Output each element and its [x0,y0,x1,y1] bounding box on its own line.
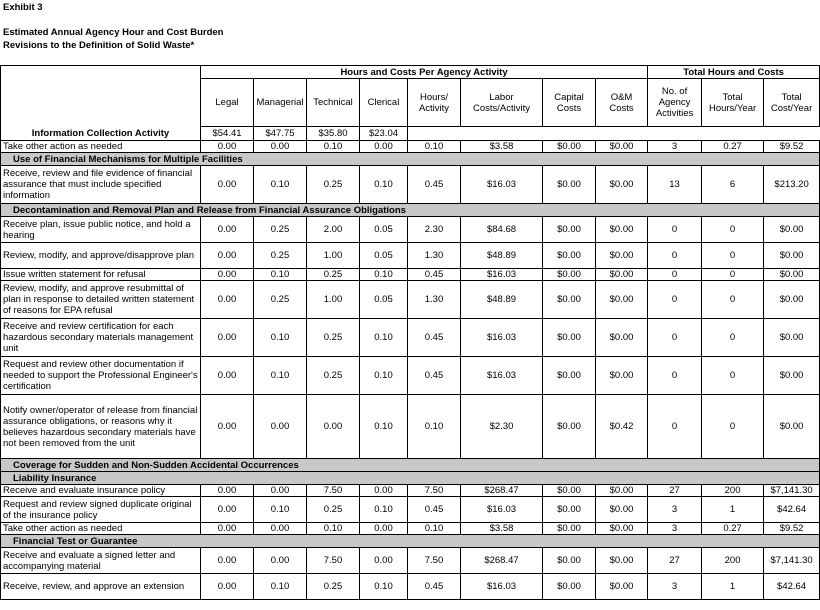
value-cell: 0.10 [408,523,461,535]
value-cell: $0.00 [596,269,648,281]
value-cell: $0.00 [596,319,648,357]
value-cell: 0.10 [360,319,408,357]
value-cell: 0.05 [360,281,408,319]
table-row [1,395,820,459]
value-cell: 0.10 [307,523,360,535]
value-cell: 0.27 [702,141,764,153]
value-cell: $3.58 [461,523,543,535]
value-cell: 0.25 [254,281,307,319]
value-cell: 0.00 [201,166,254,204]
column-header: Technical [307,79,360,127]
activity-name-cell: Receive, review, and approve an extension [1,574,201,600]
value-cell: 0.45 [408,319,461,357]
value-cell: 0.00 [201,485,254,497]
value-cell: $0.00 [764,357,820,395]
value-cell: 0.25 [307,269,360,281]
value-cell: 0.00 [360,141,408,153]
value-cell: 27 [648,485,702,497]
value-cell: $0.00 [543,166,596,204]
value-cell: 1.00 [307,281,360,319]
value-cell: 0.10 [360,497,408,523]
per-activity-group-header: Hours and Costs Per Agency Activity [201,66,648,79]
value-cell: 0 [702,243,764,269]
value-cell: $0.00 [764,243,820,269]
section-header-row [1,459,820,472]
value-cell: 0.45 [408,574,461,600]
labor-rate-cell: $54.41 [201,127,254,141]
value-cell: $0.00 [543,548,596,574]
value-cell: 0.00 [307,395,360,459]
activity-name-cell: Receive and review certification for each hazardous secondary materials management unit [1,319,201,357]
activity-name-cell: Issue written statement for refusal [1,269,201,281]
value-cell: 0.05 [360,217,408,243]
section-header-row [1,153,820,166]
value-cell: 0 [648,281,702,319]
value-cell: $0.00 [596,548,648,574]
value-cell: 0.00 [201,523,254,535]
value-cell: 1 [702,497,764,523]
table-row [1,281,820,319]
value-cell: 200 [702,485,764,497]
value-cell: $0.00 [596,141,648,153]
table-row [1,141,820,153]
value-cell: 0.00 [201,548,254,574]
burden-table [0,65,820,600]
activity-name-cell: Receive and evaluate insurance policy [1,485,201,497]
value-cell: 0 [648,319,702,357]
value-cell: 0.00 [201,141,254,153]
value-cell: 0.27 [702,523,764,535]
value-cell: 0.10 [254,166,307,204]
value-cell: 1 [702,574,764,600]
value-cell: 7.50 [408,485,461,497]
value-cell: 0.10 [360,395,408,459]
value-cell: $0.00 [764,217,820,243]
value-cell: $0.42 [596,395,648,459]
value-cell: 3 [648,523,702,535]
value-cell: 3 [648,574,702,600]
value-cell: 2.30 [408,217,461,243]
value-cell: 0.00 [201,217,254,243]
value-cell: $0.00 [543,574,596,600]
value-cell: 13 [648,166,702,204]
value-cell: $0.00 [596,523,648,535]
value-cell: 0.10 [254,319,307,357]
value-cell: $16.03 [461,574,543,600]
value-cell: 0 [702,217,764,243]
value-cell: 0.00 [201,497,254,523]
column-header: Total Cost/Year [764,79,820,127]
value-cell: $0.00 [543,357,596,395]
value-cell: $0.00 [596,497,648,523]
value-cell: 0.25 [307,319,360,357]
value-cell: 0 [648,243,702,269]
value-cell: $0.00 [596,357,648,395]
table-row [1,269,820,281]
value-cell: 0.10 [254,497,307,523]
value-cell: 0.10 [408,141,461,153]
activity-name-cell: Review, modify, and approve resubmittal of plan in response to detailed written statement of reasons for EPA refusal [1,281,201,319]
labor-rate-cell [648,127,702,141]
value-cell: $0.00 [543,281,596,319]
labor-rate-cell [764,127,820,141]
value-cell: 6 [702,166,764,204]
value-cell: 0 [648,269,702,281]
value-cell: 0.10 [254,574,307,600]
column-header: No. of Agency Activities [648,79,702,127]
value-cell: 1.30 [408,281,461,319]
table-row [1,523,820,535]
value-cell: $3.58 [461,141,543,153]
value-cell: 3 [648,141,702,153]
value-cell: $84.68 [461,217,543,243]
table-row [1,166,820,204]
value-cell: $16.03 [461,269,543,281]
value-cell: $0.00 [543,217,596,243]
labor-rate-row [1,127,820,141]
activity-name-cell: Request and review signed duplicate original of the insurance policy [1,497,201,523]
document-subtitle: Revisions to the Definition of Solid Waste* [3,40,195,51]
column-header: Total Hours/Year [702,79,764,127]
group-header-row [1,66,820,79]
value-cell: 0.25 [307,497,360,523]
value-cell: $7,141.30 [764,485,820,497]
value-cell: $0.00 [543,141,596,153]
value-cell: 0.10 [254,269,307,281]
value-cell: 0 [648,395,702,459]
value-cell: $0.00 [764,281,820,319]
value-cell: $0.00 [596,574,648,600]
table-row [1,217,820,243]
labor-rate-cell: $23.04 [360,127,408,141]
labor-rate-cell [543,127,596,141]
value-cell: 0.00 [201,395,254,459]
value-cell: $7,141.30 [764,548,820,574]
value-cell: $16.03 [461,497,543,523]
value-cell: 27 [648,548,702,574]
totals-group-header: Total Hours and Costs [648,66,820,79]
value-cell: $0.00 [596,485,648,497]
labor-rate-cell [702,127,764,141]
labor-rate-cell [461,127,543,141]
value-cell: 0.10 [360,357,408,395]
value-cell: 0.00 [360,523,408,535]
table-row [1,574,820,600]
value-cell: $0.00 [764,269,820,281]
value-cell: 0 [702,395,764,459]
value-cell: 0.00 [201,319,254,357]
value-cell: $16.03 [461,166,543,204]
value-cell: 0.00 [360,548,408,574]
value-cell: 0.00 [201,281,254,319]
value-cell: 0.10 [408,395,461,459]
value-cell: 3 [648,497,702,523]
activity-header-blank [1,66,201,127]
value-cell: 2.00 [307,217,360,243]
value-cell: 0 [702,357,764,395]
value-cell: $213.20 [764,166,820,204]
value-cell: $268.47 [461,485,543,497]
value-cell: 0.25 [307,357,360,395]
value-cell: 0.00 [201,357,254,395]
value-cell: $0.00 [543,319,596,357]
activity-name-cell: Receive plan, issue public notice, and hold a hearing [1,217,201,243]
value-cell: $0.00 [596,166,648,204]
activity-name-cell: Review, modify, and approve/disapprove plan [1,243,201,269]
value-cell: 0.25 [307,574,360,600]
value-cell: $0.00 [543,243,596,269]
value-cell: 0.00 [360,485,408,497]
value-cell: 0.45 [408,166,461,204]
value-cell: $0.00 [596,281,648,319]
table-row [1,497,820,523]
value-cell: 1.30 [408,243,461,269]
activity-name-cell: Receive and evaluate a signed letter and accompanying material [1,548,201,574]
value-cell: $42.64 [764,497,820,523]
value-cell: $0.00 [543,269,596,281]
value-cell: 0 [702,269,764,281]
activity-name-cell: Request and review other documentation if needed to support the Professional Engineer's certification [1,357,201,395]
value-cell: 0.45 [408,357,461,395]
document-title: Estimated Annual Agency Hour and Cost Burden [3,27,224,38]
value-cell: 0.05 [360,243,408,269]
value-cell: 0.10 [360,574,408,600]
table-row [1,319,820,357]
value-cell: $16.03 [461,319,543,357]
section-label: Decontamination and Removal Plan and Release from Financial Assurance Obligations [1,204,820,217]
value-cell: $0.00 [764,319,820,357]
value-cell: 0 [648,357,702,395]
section-header-row [1,472,820,485]
value-cell: 0.10 [360,269,408,281]
value-cell: 0.00 [201,574,254,600]
value-cell: $16.03 [461,357,543,395]
value-cell: 200 [702,548,764,574]
column-header: O&M Costs [596,79,648,127]
activity-name-cell: Take other action as needed [1,523,201,535]
table-row [1,243,820,269]
value-cell: 0.10 [360,166,408,204]
column-header: Legal [201,79,254,127]
value-cell: $0.00 [596,243,648,269]
section-label: Coverage for Sudden and Non-Sudden Accidental Occurrences [1,459,820,472]
table-row [1,548,820,574]
table-row [1,357,820,395]
value-cell: $0.00 [543,497,596,523]
value-cell: 7.50 [307,485,360,497]
value-cell: 0.25 [307,166,360,204]
value-cell: 0 [648,217,702,243]
value-cell: $48.89 [461,243,543,269]
value-cell: 0.00 [254,395,307,459]
value-cell: $9.52 [764,523,820,535]
value-cell: $42.64 [764,574,820,600]
activity-name-cell: Take other action as needed [1,141,201,153]
column-header: Capital Costs [543,79,596,127]
value-cell: $9.52 [764,141,820,153]
value-cell: 0.00 [254,523,307,535]
section-header-row [1,204,820,217]
value-cell: 7.50 [408,548,461,574]
value-cell: 0.25 [254,243,307,269]
column-header: Managerial [254,79,307,127]
value-cell: 0.00 [254,485,307,497]
section-label: Use of Financial Mechanisms for Multiple Facilities [1,153,820,166]
value-cell: 0.00 [254,548,307,574]
labor-rate-cell [596,127,648,141]
value-cell: 0.45 [408,497,461,523]
value-cell: 7.50 [307,548,360,574]
column-header: Labor Costs/Activity [461,79,543,127]
labor-rate-cell: $47.75 [254,127,307,141]
value-cell: $0.00 [596,217,648,243]
value-cell: 0.00 [201,269,254,281]
value-cell: 1.00 [307,243,360,269]
table-row [1,485,820,497]
section-label: Financial Test or Guarantee [1,535,820,548]
value-cell: 0 [702,319,764,357]
value-cell: 0.00 [254,141,307,153]
activity-name-cell: Notify owner/operator of release from financial assurance obligations, or reasons why it believes hazardous secondary materials have not been removed from the unit [1,395,201,459]
value-cell: $48.89 [461,281,543,319]
activity-name-cell: Receive, review and file evidence of financial assurance that must include specified information [1,166,201,204]
value-cell: 0.10 [307,141,360,153]
value-cell: $268.47 [461,548,543,574]
value-cell: $0.00 [543,523,596,535]
exhibit-label: Exhibit 3 [3,2,43,13]
value-cell: $0.00 [543,485,596,497]
column-header: Hours/ Activity [408,79,461,127]
value-cell: $2.30 [461,395,543,459]
value-cell: 0.10 [254,357,307,395]
labor-rate-cell [408,127,461,141]
rate-row-label: Information Collection Activity [1,127,201,141]
value-cell: 0.25 [254,217,307,243]
value-cell: 0 [702,281,764,319]
value-cell: $0.00 [764,395,820,459]
column-header: Clerical [360,79,408,127]
section-label: Liability Insurance [1,472,820,485]
labor-rate-cell: $35.80 [307,127,360,141]
value-cell: 0.45 [408,269,461,281]
section-header-row [1,535,820,548]
value-cell: $0.00 [543,395,596,459]
value-cell: 0.00 [201,243,254,269]
